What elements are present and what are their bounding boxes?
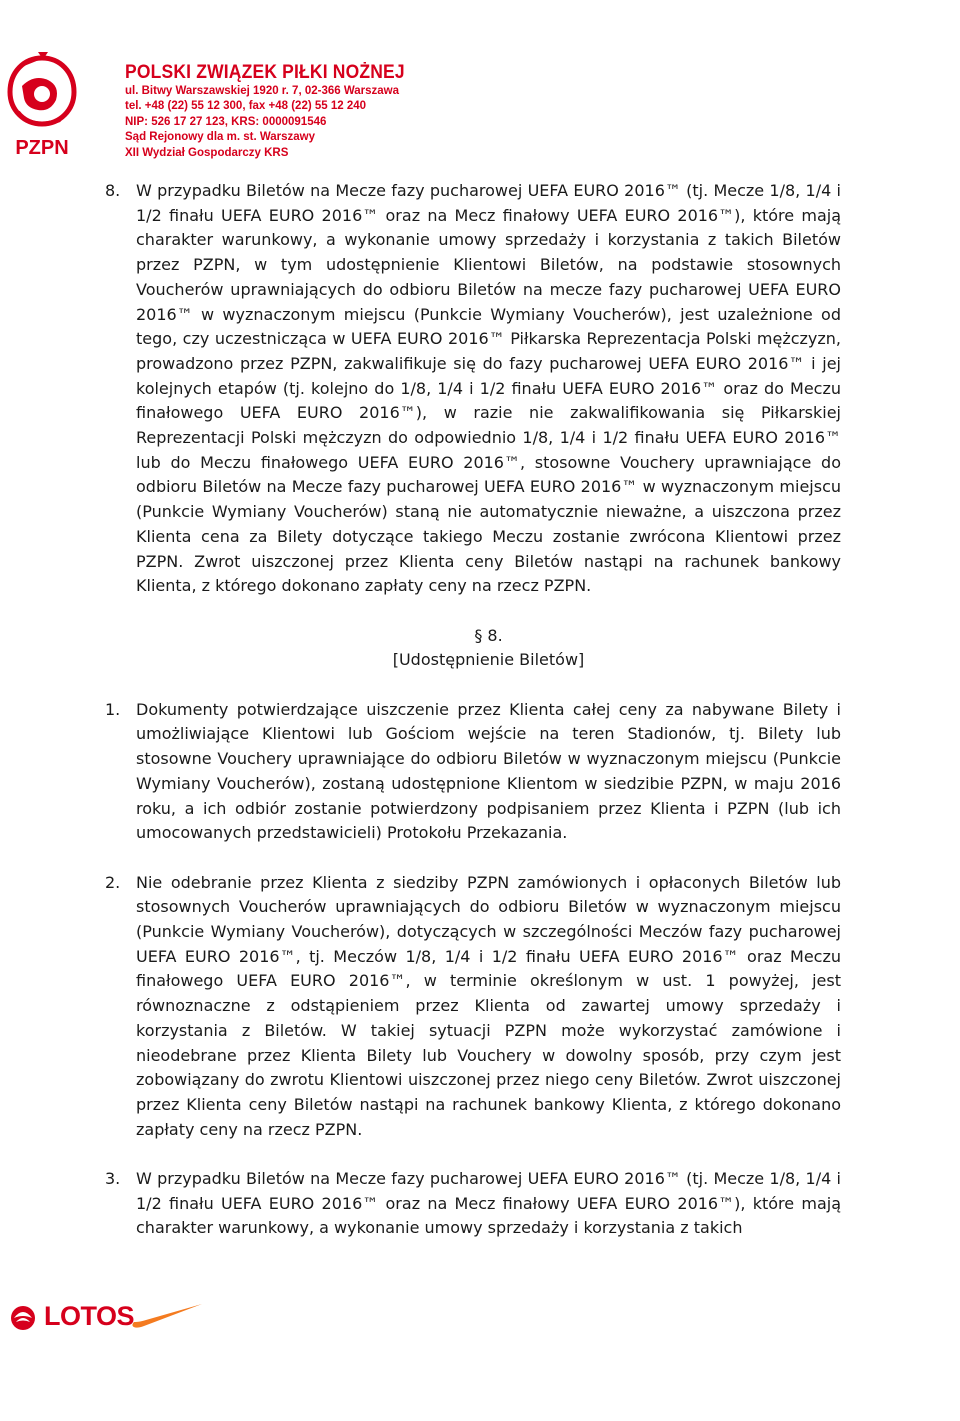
clause-number: 1. bbox=[105, 699, 121, 719]
address-line-4: Sąd Rejonowy dla m. st. Warszawy bbox=[125, 131, 316, 144]
nike-swoosh-icon bbox=[128, 1300, 204, 1330]
lotos-wordmark: LOTOS bbox=[44, 1301, 135, 1331]
clause-text: W przypadku Biletów na Mecze fazy pucharowej UEFA EURO 2016™ (tj. Mecze 1/8, 1/4 i 1/2 finału UEFA EURO 2016™ oraz na Mecz finałowy UEFA EURO 2016™), które mają charakter warunkowy, a wykonanie umowy sprzedaży i korzystania z takich bbox=[136, 1169, 841, 1238]
clause-8 bbox=[105, 179, 841, 599]
clause-number: 8. bbox=[105, 181, 121, 200]
clause-number: 2. bbox=[105, 872, 121, 892]
address-line-5: XII Wydział Gospodarczy KRS bbox=[125, 146, 289, 159]
clause-3 bbox=[105, 1167, 841, 1241]
address-line-1: ul. Bitwy Warszawskiej 1920 r. 7, 02-366 Warszawa bbox=[125, 85, 400, 97]
organization-name: POLSKI ZWIĄZEK PIŁKI NOŻNEJ bbox=[125, 62, 405, 83]
lotos-flower-icon bbox=[6, 1304, 40, 1332]
lotos-logo bbox=[6, 1300, 135, 1340]
logo-text: PZPN bbox=[15, 137, 69, 159]
address-line-2: tel. +48 (22) 55 12 300, fax +48 (22) 55 12 240 bbox=[125, 100, 367, 113]
section-title: [Udostępnienie Biletów] bbox=[392, 650, 585, 670]
clause-text: W przypadku Biletów na Mecze fazy pucharowej UEFA EURO 2016™ (tj. Mecze 1/8, 1/4 i 1/2 finału UEFA EURO 2016™ oraz na Mecz finałowy UEFA EURO 2016™), które mają charakter warunkowy, a wykonanie umowy sprzedaży i korzystania z takich Biletów przez PZPN, w tym udostępnienie Klientowi Biletów, na podstawie stosownych Voucherów uprawniających do odbioru Biletów na mecze fazy pucharowej UEFA EURO 2016™ w wyznaczonym miejscu (Punkcie Wymiany Voucherów), jest uzależnione od tego, czy uczestnicząca w UEFA EURO 2016™ Piłkarska Reprezentacja Polski mężczyzn, prowadzono przez PZPN, zakwalifikuje się do fazy pucharowej UEFA EURO 2016™ i jej kolejnych etapów (tj. kolejno do 1/8, 1/4 i 1/2 finału UEFA EURO 2016™ oraz do Meczu finałowego UEFA EURO 2016™), w razie nie zakwalifikowania się Piłkarskiej Reprezentacji Polski mężczyzn do odpowiednio 1/8, 1/4 i 1/2 finału UEFA EURO 2016™ lub do Meczu finałowego UEFA EURO 2016™, stosowne Vouchery uprawniające do odbioru Biletów na Mecze fazy pucharowej UEFA EURO 2016™ w wyznaczonym miejscu (Punkcie Wymiany Voucherów) staną nie automatycznie nieważne, a uiszczona przez Klienta cena za Bilety dotyczące takiego Meczu zostanie zwrócona Klientowi przez PZPN. Zwrot uiszczonej przez Klienta ceny Biletów nastąpi na rachunek bankowy Klienta, z którego dokonano zapłaty ceny na rzecz PZPN. bbox=[136, 181, 841, 596]
organization-info bbox=[125, 62, 429, 161]
clause-1 bbox=[105, 698, 841, 846]
clause-text: Dokumenty potwierdzające uiszczenie przez Klienta całej ceny za nabywane Bilety i umożliwiające Klientowi lub Gościom wejście na teren Stadionów, tj. Bilety lub stosowne Vouchery uprawniające do odbioru Biletów w wyznaczonym miejscu (Punkcie Wymiany Voucherów), zostaną udostępnione Klientom w siedzibie PZPN, w maju 2016 roku, a ich odbiór zostanie potwierdzony podpisaniem przez Klienta i PZPN (lub ich umocowanych przedstawicieli) Protokołu Przekazania. bbox=[136, 699, 841, 843]
address-line-3: NIP: 526 17 27 123, KRS: 0000091546 bbox=[125, 115, 327, 128]
clause-number: 3. bbox=[105, 1169, 121, 1189]
letterhead bbox=[0, 0, 960, 170]
sponsor-logos bbox=[0, 1290, 960, 1350]
clause-2 bbox=[105, 871, 841, 1143]
section-number: § 8. bbox=[474, 625, 503, 645]
pzpn-logo-icon bbox=[4, 50, 80, 160]
clause-text: Nie odebranie przez Klienta z siedziby PZPN zamówionych i opłaconych Biletów lub stosownych Voucherów uprawniających do odbioru Biletów w wyznaczonym miejscu (Punkcie Wymiany Voucherów), dotyczących w szczególności Meczów fazy pucharowej UEFA EURO 2016™, tj. Meczów 1/8, 1/4 i 1/2 finału UEFA EURO 2016™ oraz Meczu finałowego UEFA EURO 2016™, w terminie określonym w ust. 1 powyżej, jest równoznaczne z odstąpieniem przez Klienta od zawartej umowy sprzedaży i korzystania z Biletów. W takiej sytuacji PZPN może wykorzystać zamówione i nieodebrane przez Klienta Bilety lub Vouchery w dowolny sposób, przy czym jest zobowiązany do zwrotu Klientowi uiszczonej przez niego ceny Biletów. Zwrot uiszczonej przez Klienta ceny Biletów nastąpi na rachunek bankowy Klienta, z którego dokonano zapłaty ceny na rzecz PZPN. bbox=[136, 872, 841, 1139]
document-body bbox=[105, 179, 841, 1241]
